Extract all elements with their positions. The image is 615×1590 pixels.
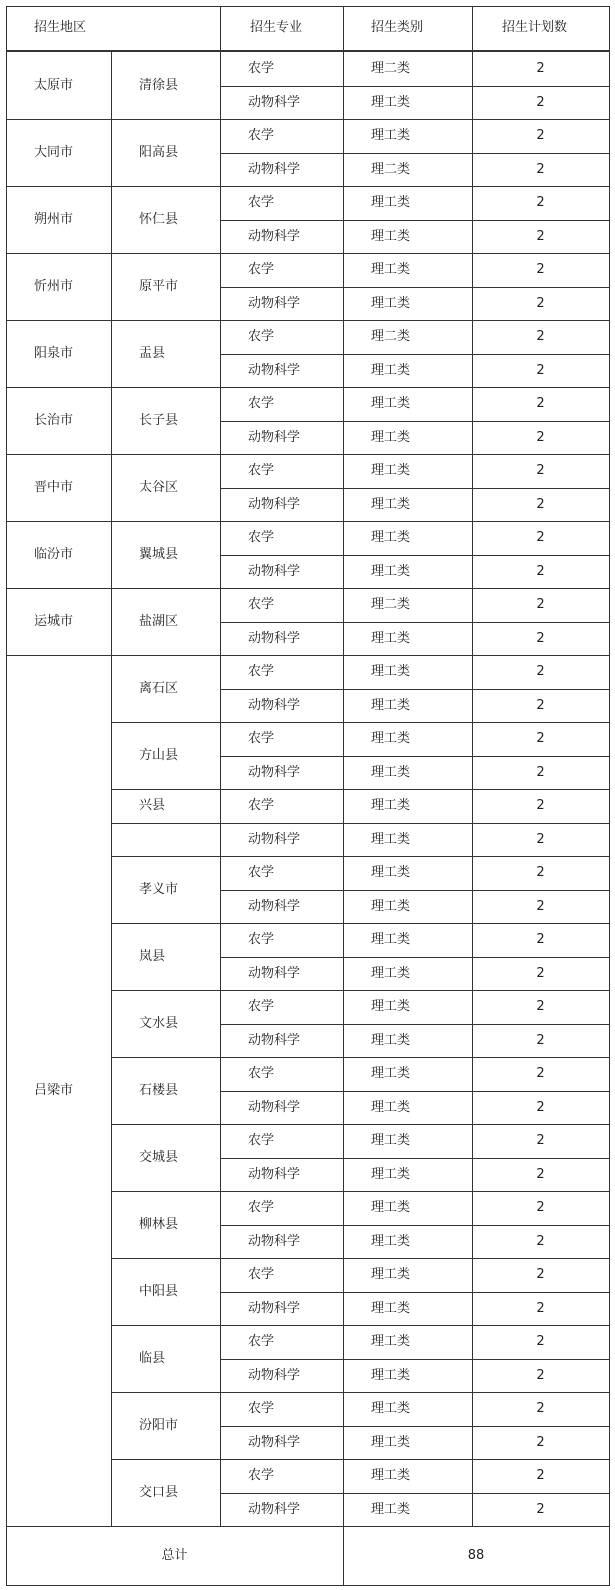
row-quota: 2 bbox=[536, 195, 545, 210]
row-quota: 2 bbox=[536, 1100, 545, 1115]
row-category: 理工类 bbox=[371, 731, 411, 746]
district-name: 岚县 bbox=[139, 948, 166, 964]
row-quota: 2 bbox=[536, 731, 545, 746]
row-category: 理工类 bbox=[371, 564, 411, 579]
row-category: 理工类 bbox=[371, 865, 411, 880]
district-name: 盂县 bbox=[139, 345, 166, 361]
row-category: 理工类 bbox=[371, 932, 411, 947]
row-major: 农学 bbox=[248, 530, 275, 545]
row-major: 农学 bbox=[248, 932, 275, 947]
row-category: 理工类 bbox=[371, 530, 411, 545]
row-quota: 2 bbox=[536, 363, 545, 378]
header-major: 招生专业 bbox=[250, 20, 303, 35]
district-name: 孝义市 bbox=[139, 881, 179, 897]
row-major: 农学 bbox=[248, 1401, 275, 1416]
row-major: 农学 bbox=[248, 195, 275, 210]
row-quota: 2 bbox=[536, 932, 545, 947]
row-category: 理工类 bbox=[371, 1100, 411, 1115]
row-quota: 2 bbox=[536, 1267, 545, 1282]
row-category: 理工类 bbox=[371, 497, 411, 512]
city-name: 吕梁市 bbox=[34, 1082, 74, 1098]
city-name: 运城市 bbox=[34, 613, 74, 629]
row-quota: 2 bbox=[536, 296, 545, 311]
district-name: 兴县 bbox=[139, 798, 166, 813]
row-quota: 2 bbox=[536, 396, 545, 411]
district-name: 盐湖区 bbox=[139, 613, 179, 629]
row-category: 理工类 bbox=[371, 1301, 411, 1316]
row-category: 理工类 bbox=[371, 463, 411, 478]
row-major: 动物科学 bbox=[248, 162, 301, 177]
district-name: 交口县 bbox=[139, 1484, 179, 1500]
row-category: 理二类 bbox=[371, 597, 411, 612]
row-quota: 2 bbox=[536, 798, 545, 813]
grid-line-vertical bbox=[343, 6, 344, 1586]
row-quota: 2 bbox=[536, 1133, 545, 1148]
row-category: 理工类 bbox=[371, 1368, 411, 1383]
row-category: 理工类 bbox=[371, 1334, 411, 1349]
row-quota: 2 bbox=[536, 698, 545, 713]
row-major: 动物科学 bbox=[248, 564, 301, 579]
row-major: 动物科学 bbox=[248, 430, 301, 445]
city-name: 朔州市 bbox=[34, 211, 74, 227]
row-category: 理工类 bbox=[371, 128, 411, 143]
row-major: 动物科学 bbox=[248, 698, 301, 713]
district-name: 原平市 bbox=[139, 278, 179, 294]
row-major: 动物科学 bbox=[248, 1368, 301, 1383]
row-category: 理工类 bbox=[371, 95, 411, 110]
row-major: 农学 bbox=[248, 664, 275, 679]
row-quota: 2 bbox=[536, 162, 545, 177]
footer-total-value: 88 bbox=[467, 1547, 485, 1563]
row-category: 理工类 bbox=[371, 1234, 411, 1249]
district-name: 柳林县 bbox=[139, 1216, 179, 1232]
row-major: 农学 bbox=[248, 1334, 275, 1349]
row-category: 理工类 bbox=[371, 1435, 411, 1450]
row-quota: 2 bbox=[536, 262, 545, 277]
row-major: 农学 bbox=[248, 865, 275, 880]
row-category: 理二类 bbox=[371, 329, 411, 344]
row-major: 动物科学 bbox=[248, 1502, 301, 1517]
row-major: 动物科学 bbox=[248, 1033, 301, 1048]
row-quota: 2 bbox=[536, 664, 545, 679]
row-major: 农学 bbox=[248, 1200, 275, 1215]
row-quota: 2 bbox=[536, 430, 545, 445]
district-name: 方山县 bbox=[139, 747, 179, 763]
row-category: 理工类 bbox=[371, 899, 411, 914]
row-category: 理工类 bbox=[371, 999, 411, 1014]
row-category: 理工类 bbox=[371, 262, 411, 277]
grid-line-horizontal bbox=[6, 1585, 610, 1586]
row-major: 农学 bbox=[248, 1133, 275, 1148]
row-category: 理工类 bbox=[371, 1502, 411, 1517]
row-quota: 2 bbox=[536, 95, 545, 110]
row-major: 动物科学 bbox=[248, 1301, 301, 1316]
row-quota: 2 bbox=[536, 1435, 545, 1450]
row-major: 农学 bbox=[248, 798, 275, 813]
row-major: 动物科学 bbox=[248, 631, 301, 646]
row-major: 动物科学 bbox=[248, 765, 301, 780]
district-name: 文水县 bbox=[139, 1015, 179, 1031]
row-category: 理工类 bbox=[371, 195, 411, 210]
row-category: 理工类 bbox=[371, 765, 411, 780]
row-quota: 2 bbox=[536, 564, 545, 579]
row-quota: 2 bbox=[536, 597, 545, 612]
row-category: 理工类 bbox=[371, 798, 411, 813]
grid-line-horizontal bbox=[6, 1526, 610, 1527]
grid-line-vertical bbox=[472, 6, 473, 1527]
city-name: 晋中市 bbox=[34, 479, 74, 495]
row-quota: 2 bbox=[536, 128, 545, 143]
row-category: 理工类 bbox=[371, 363, 411, 378]
row-major: 动物科学 bbox=[248, 95, 301, 110]
row-quota: 2 bbox=[536, 1401, 545, 1416]
row-quota: 2 bbox=[536, 765, 545, 780]
row-quota: 2 bbox=[536, 999, 545, 1014]
row-category: 理工类 bbox=[371, 1267, 411, 1282]
district-name: 翼城县 bbox=[139, 546, 179, 562]
district-name: 长子县 bbox=[139, 412, 179, 428]
row-quota: 2 bbox=[536, 1066, 545, 1081]
row-category: 理二类 bbox=[371, 162, 411, 177]
row-major: 动物科学 bbox=[248, 363, 301, 378]
row-category: 理工类 bbox=[371, 664, 411, 679]
row-major: 农学 bbox=[248, 463, 275, 478]
row-major: 农学 bbox=[248, 128, 275, 143]
row-quota: 2 bbox=[536, 631, 545, 646]
row-quota: 2 bbox=[536, 1368, 545, 1383]
row-major: 动物科学 bbox=[248, 229, 301, 244]
row-category: 理工类 bbox=[371, 1033, 411, 1048]
grid-line-vertical bbox=[220, 6, 221, 1527]
district-name: 怀仁县 bbox=[139, 211, 179, 227]
row-major: 农学 bbox=[248, 1066, 275, 1081]
row-major: 动物科学 bbox=[248, 1234, 301, 1249]
row-quota: 2 bbox=[536, 865, 545, 880]
row-quota: 2 bbox=[536, 1200, 545, 1215]
row-major: 农学 bbox=[248, 731, 275, 746]
header-quota: 招生计划数 bbox=[502, 20, 568, 35]
grid-line-vertical bbox=[111, 50, 112, 1527]
city-name: 忻州市 bbox=[34, 278, 74, 294]
row-category: 理工类 bbox=[371, 1066, 411, 1081]
row-category: 理二类 bbox=[371, 61, 411, 76]
district-name: 交城县 bbox=[139, 1149, 179, 1165]
district-name: 石楼县 bbox=[139, 1082, 179, 1098]
district-name: 太谷区 bbox=[139, 479, 179, 495]
city-name: 临汾市 bbox=[34, 546, 74, 562]
row-category: 理工类 bbox=[371, 1468, 411, 1483]
row-quota: 2 bbox=[536, 61, 545, 76]
district-name: 清徐县 bbox=[139, 77, 179, 93]
row-quota: 2 bbox=[536, 899, 545, 914]
district-name: 中阳县 bbox=[139, 1283, 179, 1299]
city-name: 太原市 bbox=[34, 77, 74, 93]
row-major: 农学 bbox=[248, 1267, 275, 1282]
city-name: 阳泉市 bbox=[34, 345, 74, 361]
row-quota: 2 bbox=[536, 832, 545, 847]
row-quota: 2 bbox=[536, 1468, 545, 1483]
footer-total-label: 总计 bbox=[161, 1547, 188, 1563]
row-major: 动物科学 bbox=[248, 296, 301, 311]
row-category: 理工类 bbox=[371, 396, 411, 411]
district-name: 临县 bbox=[139, 1350, 166, 1366]
row-quota: 2 bbox=[536, 1301, 545, 1316]
row-major: 动物科学 bbox=[248, 832, 301, 847]
row-quota: 2 bbox=[536, 329, 545, 344]
row-major: 农学 bbox=[248, 999, 275, 1014]
row-category: 理工类 bbox=[371, 631, 411, 646]
row-major: 农学 bbox=[248, 396, 275, 411]
city-name: 大同市 bbox=[34, 144, 74, 160]
row-category: 理工类 bbox=[371, 1167, 411, 1182]
row-major: 动物科学 bbox=[248, 1435, 301, 1450]
district-name: 汾阳市 bbox=[139, 1417, 179, 1433]
row-major: 动物科学 bbox=[248, 497, 301, 512]
row-category: 理工类 bbox=[371, 1200, 411, 1215]
row-category: 理工类 bbox=[371, 296, 411, 311]
district-name: 阳高县 bbox=[139, 144, 179, 160]
row-quota: 2 bbox=[536, 1234, 545, 1249]
grid-line-horizontal bbox=[6, 6, 610, 7]
row-category: 理工类 bbox=[371, 229, 411, 244]
grid-line-vertical bbox=[6, 6, 7, 1586]
row-quota: 2 bbox=[536, 966, 545, 981]
row-quota: 2 bbox=[536, 530, 545, 545]
row-quota: 2 bbox=[536, 463, 545, 478]
grid-line-vertical bbox=[609, 6, 610, 1586]
row-category: 理工类 bbox=[371, 430, 411, 445]
row-major: 动物科学 bbox=[248, 1167, 301, 1182]
row-major: 农学 bbox=[248, 329, 275, 344]
row-major: 动物科学 bbox=[248, 966, 301, 981]
row-major: 动物科学 bbox=[248, 899, 301, 914]
row-category: 理工类 bbox=[371, 966, 411, 981]
row-quota: 2 bbox=[536, 1033, 545, 1048]
row-quota: 2 bbox=[536, 497, 545, 512]
row-major: 动物科学 bbox=[248, 1100, 301, 1115]
row-category: 理工类 bbox=[371, 698, 411, 713]
district-name: 离石区 bbox=[139, 680, 179, 696]
row-major: 农学 bbox=[248, 262, 275, 277]
row-category: 理工类 bbox=[371, 832, 411, 847]
city-name: 长治市 bbox=[34, 412, 74, 428]
row-quota: 2 bbox=[536, 1334, 545, 1349]
district-name bbox=[111, 823, 220, 857]
row-category: 理工类 bbox=[371, 1133, 411, 1148]
row-major: 农学 bbox=[248, 61, 275, 76]
header-region: 招生地区 bbox=[34, 20, 87, 35]
row-category: 理工类 bbox=[371, 1401, 411, 1416]
header-category: 招生类别 bbox=[371, 20, 424, 35]
row-quota: 2 bbox=[536, 1167, 545, 1182]
row-major: 农学 bbox=[248, 597, 275, 612]
row-major: 农学 bbox=[248, 1468, 275, 1483]
row-quota: 2 bbox=[536, 1502, 545, 1517]
row-quota: 2 bbox=[536, 229, 545, 244]
